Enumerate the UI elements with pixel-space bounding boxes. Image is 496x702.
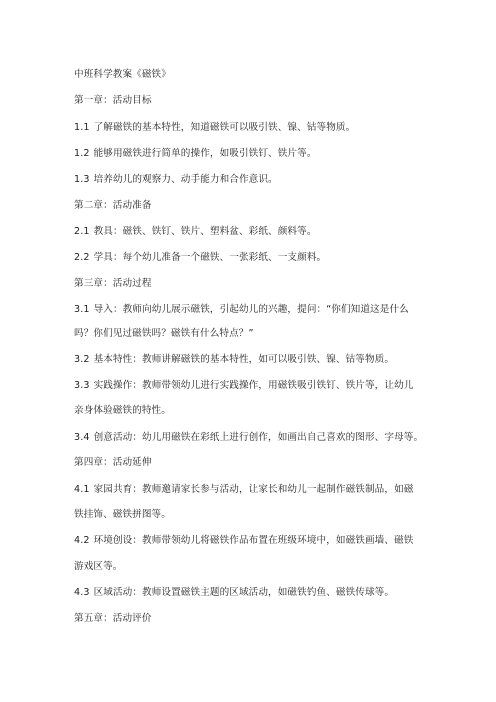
chapter-5-heading: 第五章：活动评价 [74, 613, 152, 624]
item-4-1-continued: 铁挂饰、磁铁拼图等。 [74, 509, 171, 520]
item-text: 实践操作：教师带领幼儿进行实践操作，用磁铁吸引铁钉、铁片等，让幼儿 [93, 380, 414, 391]
item-number: 3.3 [74, 380, 90, 391]
item-1-2 [74, 148, 317, 160]
chapter-3-heading: 第三章：活动过程 [74, 278, 152, 289]
item-text: 教具：磁铁、铁钉、铁片、塑料盆、彩纸、颜料等。 [93, 226, 317, 237]
item-text: 了解磁铁的基本特性，知道磁铁可以吸引铁、镍、钴等物质。 [93, 122, 356, 133]
item-number: 3.1 [74, 304, 90, 315]
item-3-3-continued: 亲身体验磁铁的特性。 [74, 405, 171, 416]
item-2-2 [74, 252, 326, 264]
item-number: 4.1 [74, 484, 90, 495]
item-text: 环境创设：教师带领幼儿将磁铁作品布置在班级环境中，如磁铁画墙、磁铁 [93, 535, 414, 546]
item-3-1-continued: 吗？你们见过磁铁吗？磁铁有什么特点？” [74, 328, 254, 339]
document-title: 中班科学教案《磁铁》 [74, 69, 171, 80]
item-1-1 [74, 122, 355, 134]
item-text: 基本特性：教师讲解磁铁的基本特性，如可以吸引铁、镍、钴等物质。 [93, 354, 395, 365]
item-number: 3.4 [74, 432, 90, 443]
item-4-1 [74, 484, 413, 496]
item-text: 创意活动：幼儿用磁铁在彩纸上进行创作，如画出自己喜欢的图形、字母等。 [93, 432, 424, 443]
item-number: 3.2 [74, 354, 90, 365]
item-2-1 [74, 226, 317, 238]
item-number: 1.1 [74, 122, 90, 133]
item-3-1 [74, 304, 409, 316]
item-4-3 [74, 587, 394, 599]
chapter-1-heading: 第一章：活动目标 [74, 95, 152, 106]
item-number: 2.1 [74, 226, 90, 237]
item-4-2-continued: 游戏区等。 [74, 561, 123, 572]
item-number: 4.3 [74, 587, 90, 598]
item-number: 1.2 [74, 148, 90, 159]
item-number: 4.2 [74, 535, 90, 546]
item-text: 能够用磁铁进行简单的操作，如吸引铁钉、铁片等。 [93, 148, 317, 159]
item-4-2 [74, 535, 413, 547]
chapter-4-heading: 第四章：活动延伸 [74, 457, 152, 468]
item-number: 1.3 [74, 174, 90, 185]
item-text: 学具：每个幼儿准备一个磁铁、一张彩纸、一支颜料。 [93, 252, 327, 263]
item-text: 区域活动：教师设置磁铁主题的区域活动，如磁铁钓鱼、磁铁传球等。 [93, 587, 395, 598]
item-number: 2.2 [74, 252, 90, 263]
item-3-3 [74, 380, 413, 392]
item-3-2 [74, 354, 394, 366]
item-text: 家园共育：教师邀请家长参与活动，让家长和幼儿一起制作磁铁制品，如磁 [93, 484, 414, 495]
chapter-2-heading: 第二章：活动准备 [74, 200, 152, 211]
item-text: 培养幼儿的观察力、动手能力和合作意识。 [93, 174, 278, 185]
item-3-4 [74, 432, 423, 444]
item-1-3 [74, 174, 278, 186]
item-text: 导入：教师向幼儿展示磁铁，引起幼儿的兴趣，提问：“你们知道这是什么 [93, 304, 409, 315]
